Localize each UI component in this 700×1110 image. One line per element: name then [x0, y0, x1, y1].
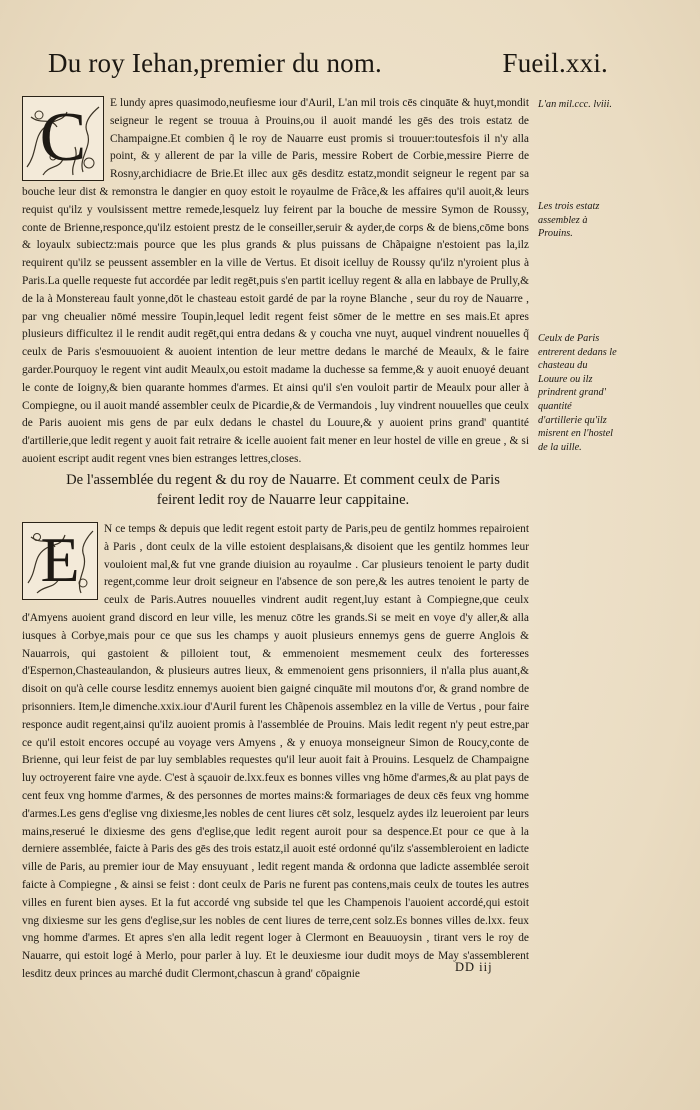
body-paragraph-1	[22, 95, 529, 469]
decorated-initial	[22, 522, 98, 600]
body-paragraph-2	[22, 521, 529, 984]
section-heading: De l'assemblée du regent & du roy de Nauarre. Et comment ceulx de Paris feirent ledit roy de Nauarre leur cappitaine.	[66, 472, 500, 508]
initial-letter: E	[40, 524, 80, 595]
margin-note-date: L'an mil.ccc. lviii.	[538, 99, 612, 110]
margin-note-louvre: Ceulx de Paris entrerent dedans le chasteau du Louure ou ilz prindrent grand' quantité d'artillerie qu'ilz misrent en l'hostel de la uille.	[538, 333, 617, 453]
decorated-initial	[22, 96, 104, 181]
paragraph-text: E lundy apres quasimodo,neufiesme iour d'Auril, L'an mil trois cēs cinquāte & huyt,mondit seigneur le regent se trouua à Prouins,ou il auoit mandé les gēs des trois estatz de Champaigne.Et combien q̃ le roy de Nauarre eust promis si trouuer:toutesfois il n'y alla point, & y allerent de par la ville de Paris, messire Robert de Corbie,messire Pierre de Rosny,archidiacre de Brie.Et illec aux gēs desditz estatz,mondit seigneur le regent par sa bouche leur dist & remonstra le dangier en quoy estoit le royaulme de Frãce,& les affaires qu'il auoit,& leurs requist qu'ilz y voulsissent mettre remede,lesquelz luy feirent par la bouche de messire Symon de Roussy, conte de Brienne,responce,qu'ilz estoient prestz de le conseiller,seruir & ayder,de corps & de biens,cōme bons & loyaulx subiectz:mais pource que les plus grands & plus puissans de Chãpaigne n'estoient pas la,ilz requirent qu'ilz se peussent assembler en la ville de Vertus. Et disoit icelluy de Roussy qu'ilz n'yroient plus à Paris.La quelle requeste fut accordée par ledit regēt,puis s'en partit icelluy regent & alla en labbaye de Prully,& de la à Monstereau fault yonne,dōt le chasteau estoit gardé de par la royne Blanche , seur du roy de Nauarre , par vng cheualier nōmé messire Toupin,lequel ledit regent feist sōmer de le mettre en ses mais.Et apres plusieurs difficultez il le rendit audit regēt,qui entra dedans & y coucha vne nuyt, auquel vindrent nouuelles q̃ ceulx de Paris s'esmouuoient & auoient intention de leur mettre dedans le marché de Meaulx, & le faire garder.Pourquoy le regent vint audit Meaulx,ou estoit madame la duchesse sa femme,& y auoit enuoyé deuant le conte de Ioigny,& bien quarante hommes d'armes. Et ainsi qu'il s'en vouloit partir de Meaulx pour aller à Compiegne, ou il auoit mandé assembler ceulx de Picardie,& de Vermandois , luy vindrent nouuelles que ceulx de Paris auoient mis gens de par eulx dedans le chastel du Louure,& y auoient prins grand' quantité d'artillerie,que ledit regent y auoit fait retraire & icelle auoient fait mener en leur hostel de ville en greue , & si auoient escript audit regent vnes bien estranges lettres,closes.	[22, 97, 529, 465]
folio-number: Fueil.xxi.	[502, 48, 608, 78]
quire-signature: DD iij	[455, 960, 493, 974]
margin-note-estates: Les trois estatz assemblez à Prouins.	[538, 201, 600, 240]
running-header	[48, 48, 608, 79]
paragraph-text: N ce temps & depuis que ledit regent estoit party de Paris,peu de gentilz hommes repairoient à Paris , dont ceulx de la ville estoient desplaisans,& disoient que les gentilz hommes leur vouloient mal,& fut vne grande diuision au royaulme . Car plusieurs tenoient le party dudit regent,comme leur droit seigneur en l'absence de son pere,& les autres tenoient le party de ceulx de Paris.Autres nouuelles vindrent audit regent,luy estant à Compiegne,que ceulx d'Amyens auoient grand discord en leur ville, les menuz cōtre les grands.Si se meit en voye d'y aller,& alla iusques à Corbye,mais pour ce que sus les champs y auoit plusieurs ennemys gens de guerre Anglois & Nauarrois, qui gastoient & pilloient tout, & emmenoient mesmement ceulx des forteresses d'Espernon,Chasteaulandon, & plusieurs autres lieux, & emmenoient gens prisonniers, il n'alla plus auant,& disoit on qu'à celle course lesditz ennemys auoient bien gaigné cinquāte mil moutons d'or, & grand nombre de prisonniers. Item,le dimenche.xxix.iour d'Auril furent les Chãpenois assemblez en la ville de Vertus , pour faire responce audit regent,ainsi qu'ilz auoient promis à l'assemblée de Prouins. Mais ledit regent n'y peut estre,par ce qu'il estoit encores occupé au voyage vers Amyens , & y enuoya monseigneur Simon de Roucy,conte de Brienne, qui leur feist de par luy semblables requestes qu'il leur auoit fait à Prouins. Lesquelz de Champaigne luy octroyerent faire vne ayde. C'est à sçauoir de.lxx.feux es bonnes villes vng hōme d'armes,& au plat pays de cent feux vng homme d'armes, & des personnes de mortes mains:& formariages de deux cēs feux vng homme d'armes.Les gens d'eglise vng dixiesme,les nobles de cent liures cēt solz, lesquelz aydes ilz leueroient par leurs mains,reserué le dixiesme des gens d'eglise,que ledit regent auroit pour sa despence.Et pour ce que à la derniere assemblée, faicte à Paris des gēs des trois estatz,il auoit esté ordonné qu'ilz s'assembleroient en ladicte ville de Paris, au premier iour de May ensuyuant , ledit regent manda & ordonna que ladicte assemblée seroit faicte à Compiegne , & ainsi se feist : dont ceulx de Paris ne furent pas contens,mais ceulx de toutes les autres villes en furent bien ayses. Et la fut accordé vng subside tel que les Champenois l'auoient accordé,qui estoit vng dixiesme sur les gens d'eglise,sur les nobles de cent liures de terre,cent solz.Es bonnes villes de.lxx. feux vng homme d'armes. Et apres s'en alla ledit regent loger à Clermont en Beauuoysin , tirant vers le roy de Nauarre, qui estoit logé à Merlo, pour parler à luy. Et le deuxiesme iour dudit moys de May s'assemblerent lesditz deux princes au marché dudit Clermont,chascun à grand' cōpaignie	[22, 523, 529, 980]
running-title: Du roy Iehan,premier du nom.	[48, 48, 383, 78]
initial-letter: C	[39, 99, 87, 176]
